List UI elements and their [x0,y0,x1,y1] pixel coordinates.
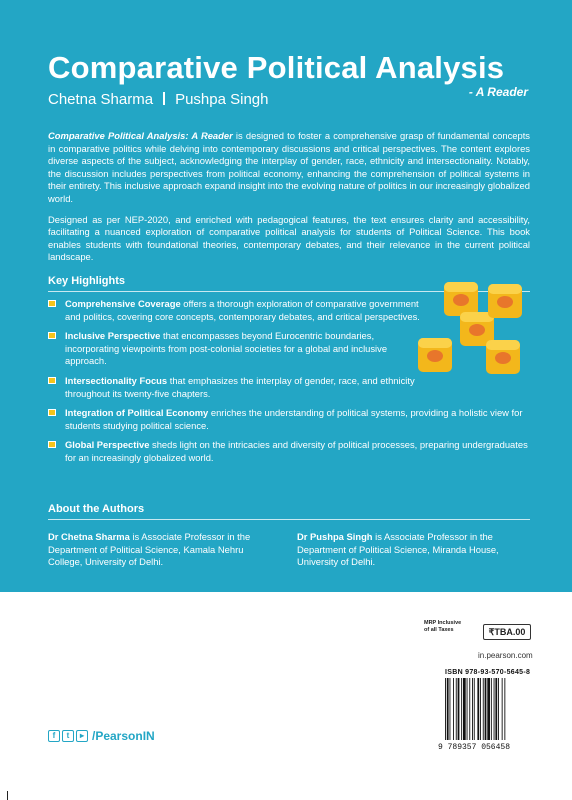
twitter-icon[interactable]: t [62,730,74,742]
cube-icon [418,338,452,372]
author-name-2: Pushpa Singh [175,91,269,108]
blurb-book-name: Comparative Political Analysis: A Reader [48,130,233,141]
author-bio-text: is Associate Professor in the Department of Political Science, Miranda House, University of Delhi. [297,531,499,568]
highlight-item [48,375,428,400]
social-links [48,729,155,743]
highlight-item [48,407,535,432]
highlight-item [48,330,428,368]
author-bio-name: Dr Pushpa Singh [297,531,373,542]
authors-divider [48,519,530,520]
author-bio-name: Dr Chetna Sharma [48,531,130,542]
highlight-item [48,298,428,323]
blurb-paragraph-1-text: is designed to foster a comprehensive grasp of fundamental concepts in comparative politics while delving into contemporary discussions and critical perspectives. The content explores diverse aspects of the subject, acknowledging the interplay of gender, race, ethnicity and intersectionality. Notably, the discussion includes perspectives from political economy, enhancing the comprehension of political systems in their entirety. This inclusive approach expand insight into the evolving nature of politics in our increasingly globalized world. [48,130,530,204]
blurb-paragraph-1 [48,130,530,206]
bullet-icon [48,377,56,384]
book-subtitle: - A Reader [468,85,528,99]
highlight-text: sheds light on the intricacies and diversity of political processes, preparing undergraduates for an increasingly globalized world. [65,439,528,463]
highlights-list [48,298,528,472]
publisher-url[interactable]: in.pearson.com [478,651,533,660]
mrp-label-line-1: MRP Inclusive [424,620,462,626]
cube-icon [488,284,522,318]
isbn-number: ISBN 978-93-570-5645-8 [445,669,531,676]
cube-icon [444,282,478,316]
author-bio-1 [48,531,278,569]
highlight-lead: Integration of Political Economy [65,407,209,419]
highlight-text: offers a thorough exploration of comparative government and politics, covering core concepts, contemporary debates, and critical perspectives. [65,298,420,322]
highlight-lead: Inclusive Perspective [65,330,161,342]
bullet-icon [48,409,56,416]
highlight-text: that encompasses beyond Eurocentric boundaries, incorporating viewpoints from post-colonial societies for a global and inclusive approach. [65,330,388,367]
social-handle[interactable]: /PearsonIN [92,729,155,743]
crop-mark [7,791,8,800]
blurb-paragraph-2: Designed as per NEP-2020, and enriched with pedagogical features, the text ensures clarity and accessibility, facilitating a nuanced exploration of comparative political analysis for students of Political Science. This book enables students with foundational theories, contemporary debates, and their relevance in the current political landscape. [48,213,530,263]
blurb [48,130,530,272]
bullet-icon [48,300,56,307]
highlight-text: enriches the understanding of political systems, providing a holistic view for students studying political science. [65,407,523,431]
speech-bubble-cubes-illustration [416,280,534,398]
bullet-icon [48,332,56,339]
barcode-digits: 9 789357 056458 [438,743,511,752]
highlight-text: that emphasizes the interplay of gender, race, and ethnicity throughout its twenty-five chapters. [65,374,415,399]
book-title: Comparative Political Analysis [48,50,505,85]
highlight-item [48,439,535,464]
youtube-icon[interactable]: ▸ [76,730,88,742]
mrp-label-line-2: of all Taxes [424,627,454,633]
highlight-lead: Intersectionality Focus [65,374,168,386]
bullet-icon [48,441,56,448]
cube-icon [486,340,520,374]
about-authors-heading: About the Authors [48,503,145,515]
author-bio-2 [297,531,527,569]
key-highlights-heading: Key Highlights [48,275,126,287]
author-line [48,91,268,108]
author-name-1: Chetna Sharma [48,91,154,108]
highlight-lead: Comprehensive Coverage [65,298,181,309]
facebook-icon[interactable]: f [48,730,60,742]
highlight-lead: Global Perspective [65,439,150,451]
isbn-barcode [444,678,534,740]
mrp-label [424,620,461,634]
price-box: ₹TBA.00 [483,624,531,640]
author-separator [163,92,165,105]
author-bio-text: is Associate Professor in the Department of Political Science, Kamala Nehru College, University of Delhi. [48,531,251,568]
